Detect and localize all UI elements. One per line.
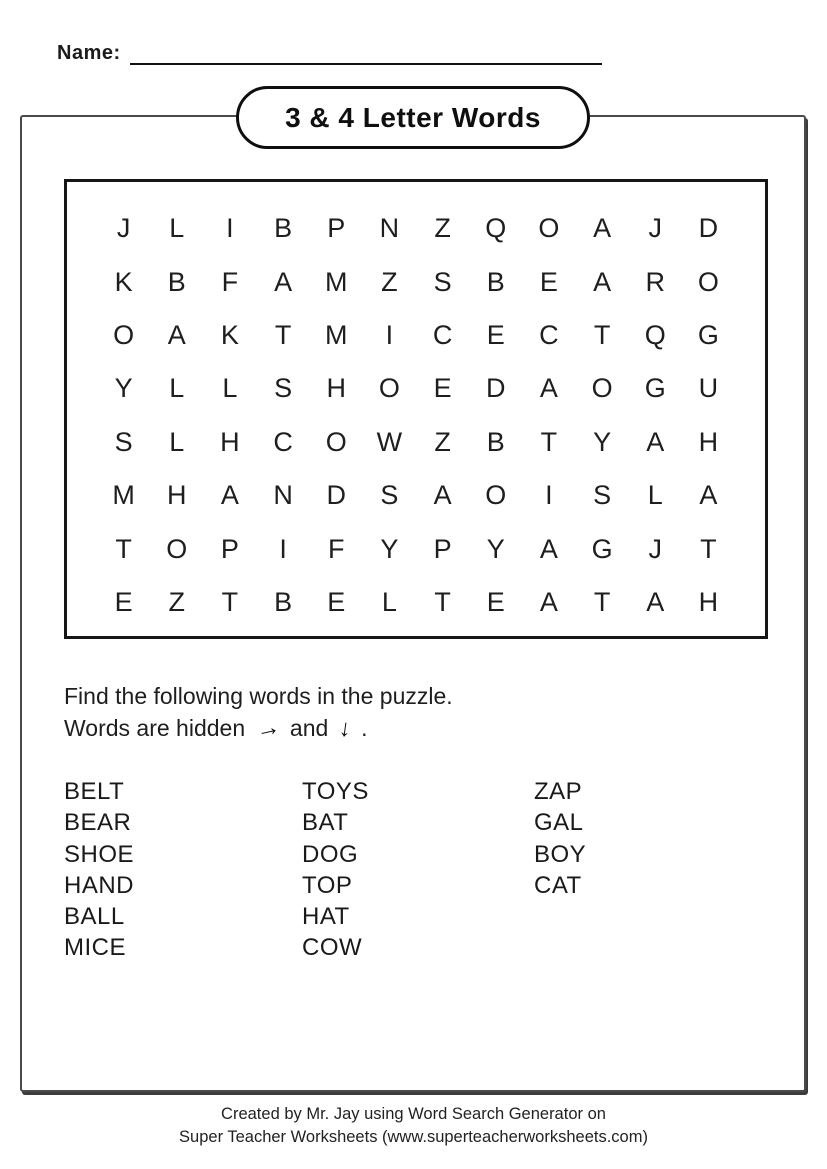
grid-letter: M xyxy=(324,266,348,297)
down-arrow-icon: ↓ xyxy=(336,714,353,743)
word-list-item: ZAP xyxy=(534,778,583,805)
grid-letter: Z xyxy=(434,213,451,244)
grid-letter: H xyxy=(698,426,719,457)
word-list-item: CAT xyxy=(534,871,582,899)
word-list-item: BALL xyxy=(64,903,125,931)
grid-letter: A xyxy=(646,586,665,617)
grid-letter: A xyxy=(593,213,612,244)
grid-letter: A xyxy=(167,319,186,350)
grid-letter: S xyxy=(114,426,133,457)
grid-letter: J xyxy=(648,533,662,564)
grid-letter: S xyxy=(433,266,452,297)
grid-letter: E xyxy=(114,586,133,617)
grid-letter: T xyxy=(593,586,611,617)
word-list-item: COW xyxy=(302,934,363,962)
word-list-item: HAT xyxy=(302,903,350,931)
grid-letter: O xyxy=(113,319,135,350)
grid-letter: T xyxy=(274,319,292,350)
grid-letter: K xyxy=(114,266,133,297)
grid-letter: A xyxy=(699,480,718,511)
grid-letter: A xyxy=(593,266,612,297)
word-list-column xyxy=(302,776,369,964)
grid-letter: T xyxy=(593,319,611,350)
grid-letter: E xyxy=(486,319,505,350)
grid-letter: K xyxy=(220,319,239,350)
grid-letter: T xyxy=(221,586,239,617)
grid-letter: W xyxy=(376,426,403,457)
grid-letter: L xyxy=(169,213,185,244)
puzzle-title-pill xyxy=(236,86,590,149)
grid-letter: R xyxy=(645,266,665,297)
grid-letter: C xyxy=(273,426,293,457)
word-search-grid xyxy=(64,179,768,639)
grid-letter: Y xyxy=(593,426,612,457)
word-list-item: TOYS xyxy=(302,778,369,805)
word-list-item: BAT xyxy=(302,809,349,837)
grid-letter: C xyxy=(432,319,453,350)
grid-letter: P xyxy=(220,533,239,564)
grid-letter: N xyxy=(273,480,293,511)
grid-letter: Z xyxy=(381,266,398,297)
name-label: Name: xyxy=(57,42,121,64)
grid-letter: L xyxy=(222,373,238,404)
grid-letter: C xyxy=(539,319,559,350)
grid-letter: E xyxy=(486,586,505,617)
grid-letter: O xyxy=(697,266,719,297)
puzzle-title: 3 & 4 Letter Words xyxy=(285,101,541,133)
grid-letter: T xyxy=(700,533,717,564)
grid-letter: T xyxy=(434,586,451,617)
grid-letter: A xyxy=(433,480,452,511)
grid-letter: P xyxy=(433,533,452,564)
worksheet-border-box xyxy=(20,101,806,1092)
grid-letter: Y xyxy=(380,533,399,564)
grid-letter: B xyxy=(486,266,505,297)
instructions-line2-and: and xyxy=(289,715,329,741)
grid-letter: E xyxy=(539,266,558,297)
grid-letter: M xyxy=(324,319,348,350)
grid-letter: A xyxy=(274,266,293,297)
instructions-line1: Find the following words in the puzzle. xyxy=(64,683,453,709)
grid-letter: I xyxy=(226,213,234,244)
grid-letter: M xyxy=(112,480,135,511)
grid-letter: N xyxy=(379,213,400,244)
grid-letter: E xyxy=(327,586,346,617)
grid-letter: B xyxy=(274,586,293,617)
instructions-line2-prefix: Words are hidden xyxy=(64,715,246,741)
name-blank-line xyxy=(130,43,602,65)
footer-line2: Super Teacher Worksheets (www.superteacherworksheets.com) xyxy=(179,1128,648,1146)
grid-letter: O xyxy=(485,480,507,511)
word-list-item: BEAR xyxy=(64,809,132,837)
grid-letter: S xyxy=(380,480,399,511)
grid-letter: G xyxy=(644,373,666,404)
grid-letter: T xyxy=(115,533,132,564)
grid-letter: O xyxy=(325,426,347,457)
grid-letter: F xyxy=(327,533,345,564)
grid-letter: O xyxy=(166,533,188,564)
word-list-item: GAL xyxy=(534,809,584,837)
word-list-item: TOP xyxy=(302,871,353,899)
grid-letter: B xyxy=(274,213,293,244)
word-list-item: HAND xyxy=(64,871,135,899)
instructions-line2 xyxy=(64,712,453,745)
word-list-item: BELT xyxy=(64,778,125,805)
grid-letter: J xyxy=(648,213,662,244)
grid-letter: B xyxy=(167,266,186,297)
grid-letter: O xyxy=(378,373,400,404)
word-list-item: SHOE xyxy=(64,840,135,868)
name-row xyxy=(57,42,607,65)
grid-letter: S xyxy=(274,373,293,404)
grid-letter: L xyxy=(169,426,185,457)
grid-letter: Z xyxy=(434,426,451,457)
word-list-column xyxy=(64,776,134,964)
grid-letter: E xyxy=(433,373,452,404)
grid-letter: G xyxy=(591,533,613,564)
grid-letter: I xyxy=(385,319,394,350)
grid-letter: Z xyxy=(168,586,185,617)
grid-letter: Q xyxy=(485,213,507,244)
grid-letter: S xyxy=(593,480,612,511)
grid-letter: J xyxy=(116,213,131,244)
grid-letter: H xyxy=(220,426,240,457)
grid-letter: T xyxy=(540,426,558,457)
instructions-line2-period: . xyxy=(361,715,368,741)
grid-letter: L xyxy=(647,480,663,511)
grid-letter: I xyxy=(279,533,287,564)
grid-letter: I xyxy=(545,480,553,511)
grid-letter: A xyxy=(539,533,558,564)
grid-letter: D xyxy=(698,213,719,244)
word-list-item: DOG xyxy=(302,840,359,868)
grid-letter: Y xyxy=(486,533,505,564)
grid-letter: H xyxy=(698,586,719,617)
grid-letter: Y xyxy=(114,373,133,404)
grid-letter: O xyxy=(591,373,613,404)
grid-letter: U xyxy=(698,373,719,404)
grid-letter: L xyxy=(381,586,397,617)
instructions xyxy=(64,680,453,745)
grid-letter: A xyxy=(646,426,665,457)
grid-letter: D xyxy=(485,373,506,404)
right-arrow-icon: → xyxy=(252,712,282,745)
grid-letter: P xyxy=(327,213,346,244)
grid-letter: A xyxy=(539,373,558,404)
grid-letter: A xyxy=(539,586,558,617)
grid-letter: F xyxy=(221,266,239,297)
footer-credit xyxy=(0,1103,827,1149)
grid-letter: L xyxy=(169,373,185,404)
grid-letter: Q xyxy=(644,319,666,350)
grid-letter: G xyxy=(697,319,719,350)
grid-letter: O xyxy=(538,213,560,244)
footer-line1: Created by Mr. Jay using Word Search Generator on xyxy=(221,1105,606,1123)
grid-letter: H xyxy=(326,373,346,404)
grid-letter: H xyxy=(166,480,187,511)
word-list-item: BOY xyxy=(534,840,587,868)
word-list-column xyxy=(534,776,586,901)
grid-letter: B xyxy=(486,426,505,457)
word-list-item: MICE xyxy=(64,934,126,962)
grid-letter: D xyxy=(326,480,346,511)
grid-letter: A xyxy=(220,480,239,511)
